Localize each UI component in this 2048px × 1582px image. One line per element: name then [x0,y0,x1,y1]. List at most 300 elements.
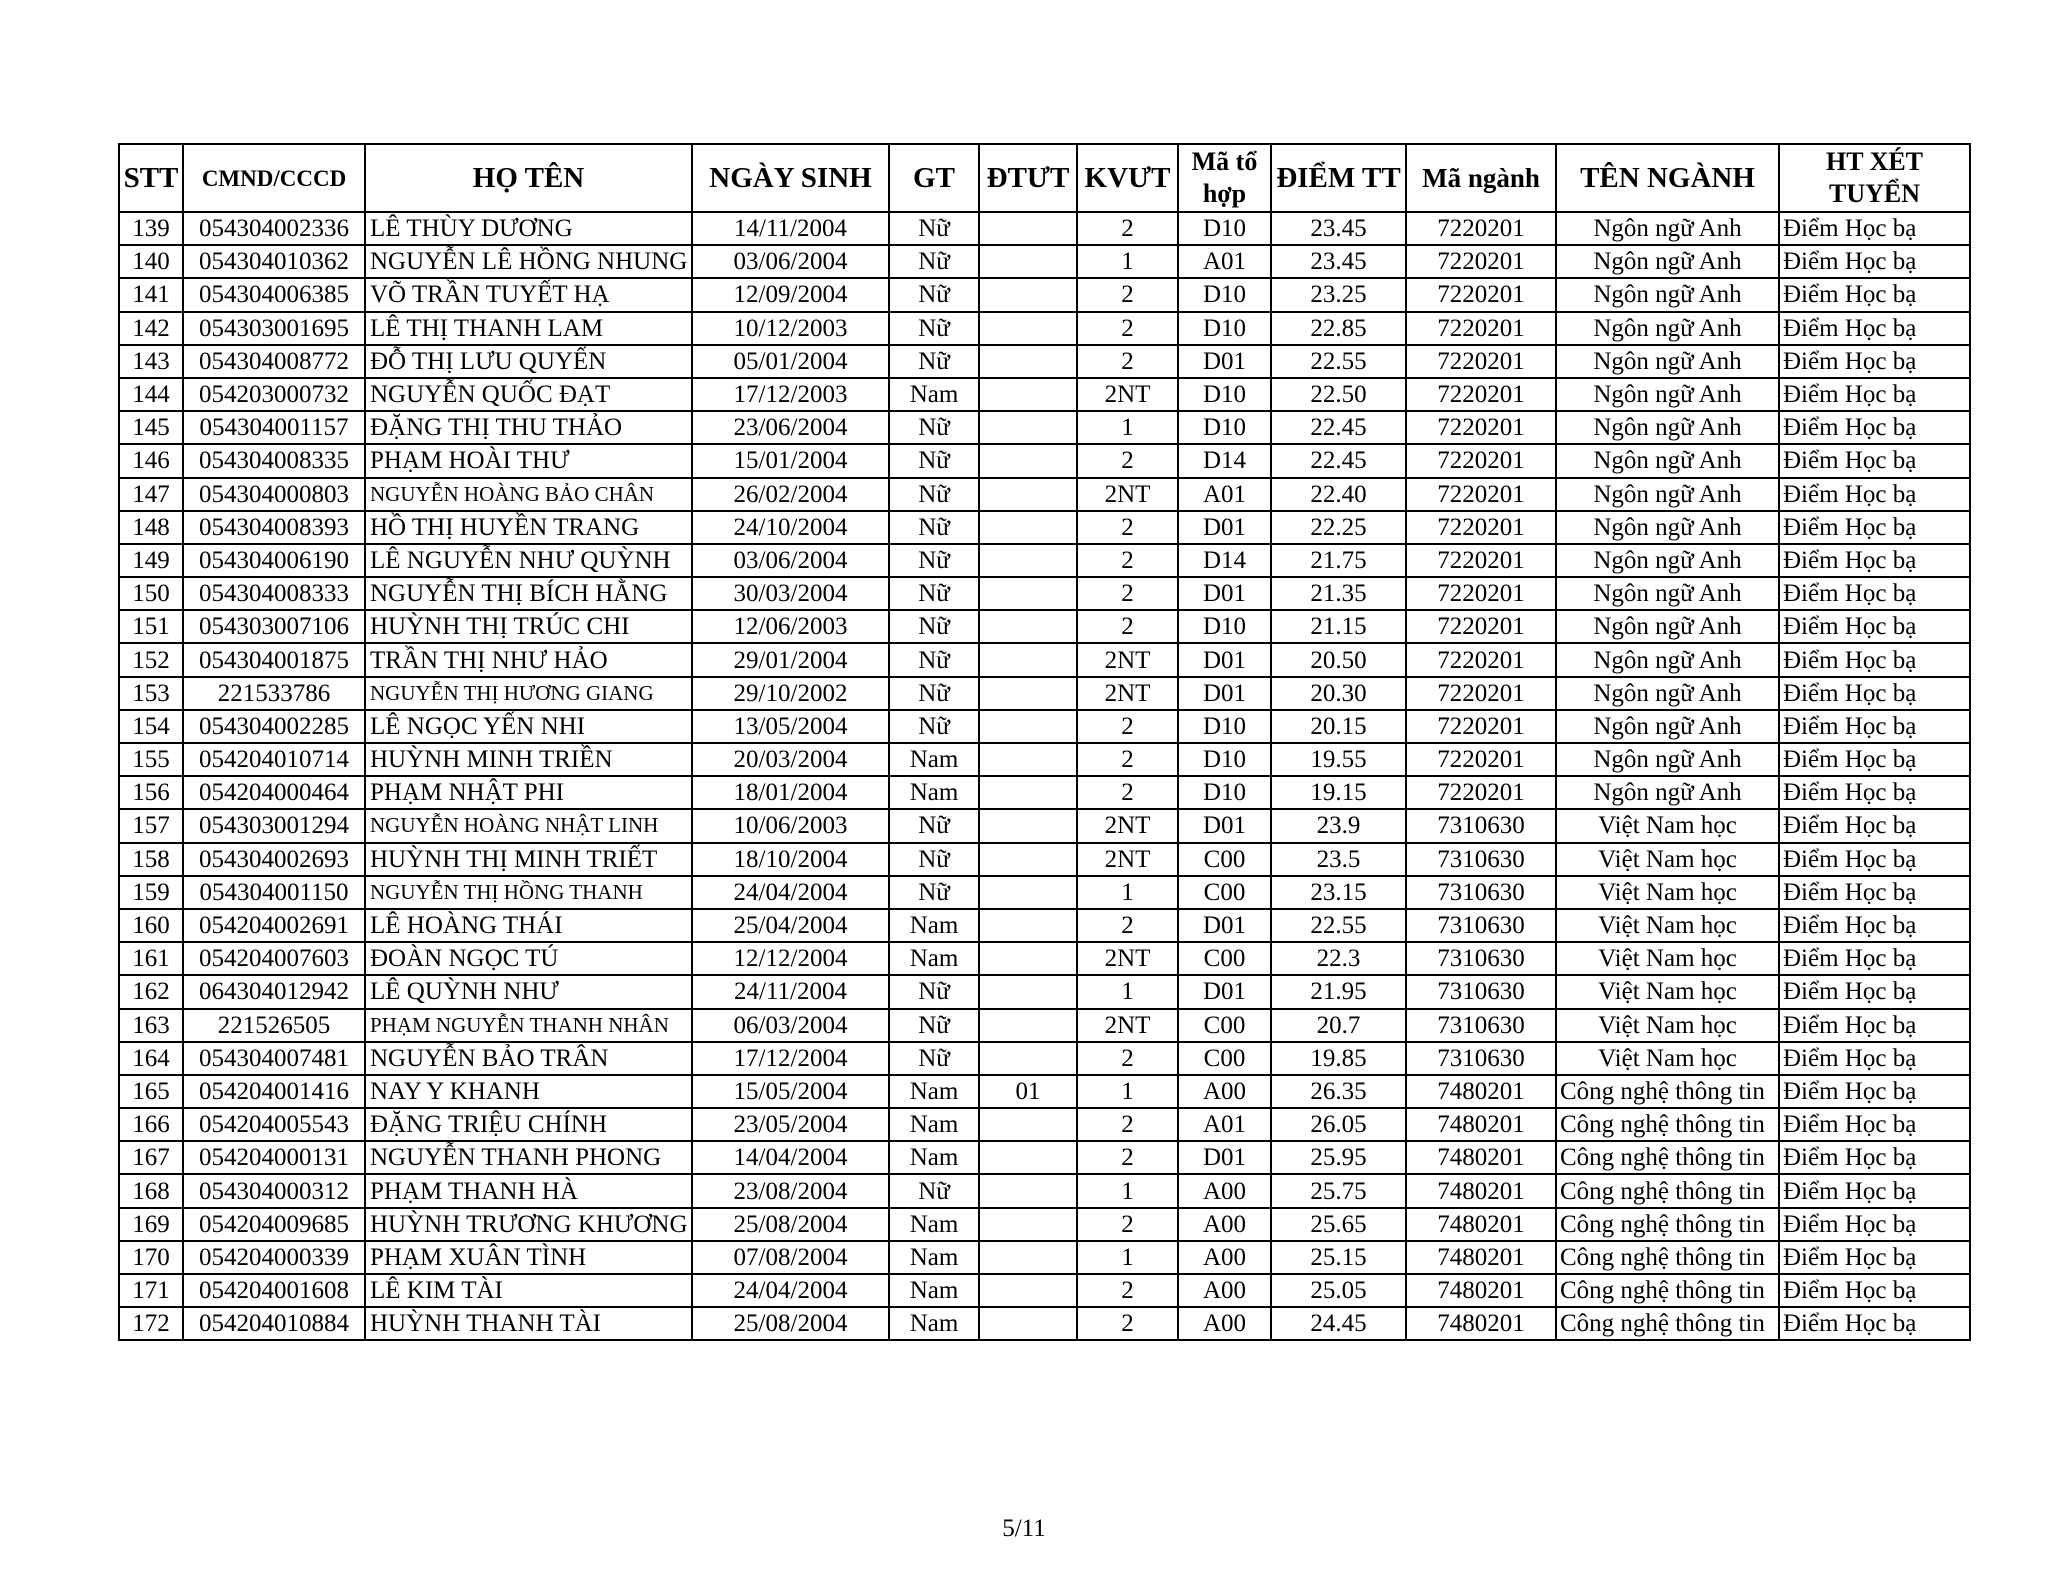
cell-full-name: LÊ NGUYỄN NHƯ QUỲNH [365,544,692,577]
header-major-code: Mã ngành [1406,144,1556,212]
cell-priority-group: 01 [979,1075,1077,1108]
cell-score: 25.15 [1271,1241,1406,1274]
cell-gender: Nữ [889,809,979,842]
cell-priority-group [979,710,1077,743]
cell-major-name: Ngôn ngữ Anh [1556,610,1779,643]
cell-admission-method: Điểm Học bạ [1779,1307,1970,1340]
table-row [119,411,1970,444]
cell-gender: Nữ [889,544,979,577]
table-row [119,809,1970,842]
cell-date-of-birth: 25/08/2004 [692,1307,889,1340]
header-id-number: CMND/CCCD [183,144,365,212]
cell-gender: Nữ [889,710,979,743]
cell-score: 21.35 [1271,577,1406,610]
cell-stt: 142 [119,312,183,345]
cell-priority-area: 1 [1077,975,1178,1008]
cell-subject-combination: D10 [1178,776,1271,809]
cell-date-of-birth: 10/06/2003 [692,809,889,842]
cell-major-code: 7310630 [1406,843,1556,876]
cell-priority-group [979,1241,1077,1274]
cell-date-of-birth: 23/08/2004 [692,1174,889,1207]
cell-major-code: 7220201 [1406,610,1556,643]
cell-major-code: 7310630 [1406,1009,1556,1042]
cell-subject-combination: C00 [1178,1042,1271,1075]
cell-stt: 148 [119,511,183,544]
cell-stt: 155 [119,743,183,776]
cell-date-of-birth: 15/01/2004 [692,444,889,477]
cell-major-name: Ngôn ngữ Anh [1556,643,1779,676]
cell-stt: 143 [119,345,183,378]
cell-gender: Nữ [889,677,979,710]
cell-id-number: 054304008333 [183,577,365,610]
cell-id-number: 054304001150 [183,876,365,909]
header-priority-area: KVƯT [1077,144,1178,212]
cell-full-name: TRẦN THỊ NHƯ HẢO [365,643,692,676]
cell-stt: 161 [119,942,183,975]
cell-date-of-birth: 25/08/2004 [692,1208,889,1241]
cell-score: 22.40 [1271,478,1406,511]
cell-gender: Nữ [889,1009,979,1042]
cell-score: 20.15 [1271,710,1406,743]
cell-priority-group [979,245,1077,278]
cell-full-name: NAY Y KHANH [365,1075,692,1108]
cell-priority-area: 2NT [1077,677,1178,710]
cell-score: 21.15 [1271,610,1406,643]
cell-admission-method: Điểm Học bạ [1779,1108,1970,1141]
cell-major-name: Công nghệ thông tin [1556,1208,1779,1241]
cell-major-code: 7480201 [1406,1174,1556,1207]
cell-date-of-birth: 15/05/2004 [692,1075,889,1108]
cell-major-name: Công nghệ thông tin [1556,1141,1779,1174]
cell-full-name: NGUYỄN THANH PHONG [365,1141,692,1174]
cell-id-number: 054304001157 [183,411,365,444]
cell-priority-group [979,776,1077,809]
cell-score: 22.55 [1271,909,1406,942]
cell-priority-group [979,1174,1077,1207]
cell-date-of-birth: 17/12/2004 [692,1042,889,1075]
cell-admission-method: Điểm Học bạ [1779,975,1970,1008]
cell-subject-combination: A00 [1178,1274,1271,1307]
cell-full-name: HUỲNH THỊ TRÚC CHI [365,610,692,643]
cell-gender: Nam [889,378,979,411]
header-major-name: TÊN NGÀNH [1556,144,1779,212]
cell-score: 22.3 [1271,942,1406,975]
cell-score: 23.45 [1271,245,1406,278]
cell-major-name: Việt Nam học [1556,909,1779,942]
cell-priority-group [979,876,1077,909]
cell-priority-area: 2 [1077,1274,1178,1307]
cell-subject-combination: A00 [1178,1208,1271,1241]
cell-score: 23.25 [1271,278,1406,311]
table-row [119,278,1970,311]
cell-subject-combination: A00 [1178,1174,1271,1207]
cell-subject-combination: C00 [1178,843,1271,876]
cell-score: 22.85 [1271,312,1406,345]
cell-subject-combination: A00 [1178,1307,1271,1340]
cell-full-name: HUỲNH MINH TRIỀN [365,743,692,776]
cell-date-of-birth: 24/11/2004 [692,975,889,1008]
cell-date-of-birth: 26/02/2004 [692,478,889,511]
table-row [119,610,1970,643]
cell-full-name: LÊ THÙY DƯƠNG [365,212,692,245]
cell-score: 22.25 [1271,511,1406,544]
cell-gender: Nữ [889,511,979,544]
cell-full-name: PHẠM THANH HÀ [365,1174,692,1207]
cell-subject-combination: D01 [1178,577,1271,610]
cell-priority-area: 2 [1077,345,1178,378]
cell-date-of-birth: 12/12/2004 [692,942,889,975]
cell-gender: Nam [889,1307,979,1340]
cell-major-code: 7480201 [1406,1241,1556,1274]
cell-date-of-birth: 23/06/2004 [692,411,889,444]
cell-priority-area: 2 [1077,577,1178,610]
cell-major-code: 7220201 [1406,212,1556,245]
cell-full-name: HUỲNH THANH TÀI [365,1307,692,1340]
cell-date-of-birth: 05/01/2004 [692,345,889,378]
cell-id-number: 054203000732 [183,378,365,411]
cell-subject-combination: D01 [1178,809,1271,842]
cell-admission-method: Điểm Học bạ [1779,876,1970,909]
cell-major-name: Ngôn ngữ Anh [1556,710,1779,743]
cell-major-name: Ngôn ngữ Anh [1556,677,1779,710]
cell-priority-group [979,1208,1077,1241]
cell-major-code: 7480201 [1406,1208,1556,1241]
cell-id-number: 054304008393 [183,511,365,544]
cell-gender: Nam [889,776,979,809]
cell-gender: Nam [889,1108,979,1141]
cell-major-code: 7220201 [1406,511,1556,544]
cell-date-of-birth: 03/06/2004 [692,245,889,278]
cell-major-name: Việt Nam học [1556,942,1779,975]
cell-score: 26.05 [1271,1108,1406,1141]
cell-admission-method: Điểm Học bạ [1779,743,1970,776]
cell-subject-combination: D10 [1178,610,1271,643]
cell-major-name: Ngôn ngữ Anh [1556,278,1779,311]
cell-admission-method: Điểm Học bạ [1779,710,1970,743]
cell-score: 25.75 [1271,1174,1406,1207]
cell-subject-combination: D10 [1178,411,1271,444]
cell-admission-method: Điểm Học bạ [1779,1075,1970,1108]
cell-admission-method: Điểm Học bạ [1779,1274,1970,1307]
cell-major-code: 7220201 [1406,312,1556,345]
cell-subject-combination: D01 [1178,677,1271,710]
cell-priority-area: 2 [1077,1307,1178,1340]
cell-id-number: 054204010714 [183,743,365,776]
cell-id-number: 054304006385 [183,278,365,311]
cell-gender: Nữ [889,411,979,444]
header-date-of-birth: NGÀY SINH [692,144,889,212]
cell-stt: 157 [119,809,183,842]
cell-major-code: 7220201 [1406,478,1556,511]
cell-admission-method: Điểm Học bạ [1779,411,1970,444]
cell-priority-group [979,843,1077,876]
cell-admission-method: Điểm Học bạ [1779,1174,1970,1207]
cell-major-code: 7220201 [1406,544,1556,577]
cell-stt: 152 [119,643,183,676]
cell-stt: 145 [119,411,183,444]
cell-full-name: LÊ QUỲNH NHƯ [365,975,692,1008]
cell-major-code: 7220201 [1406,776,1556,809]
cell-admission-method: Điểm Học bạ [1779,776,1970,809]
cell-score: 19.15 [1271,776,1406,809]
cell-major-name: Ngôn ngữ Anh [1556,577,1779,610]
cell-major-name: Ngôn ngữ Anh [1556,312,1779,345]
table-row [119,478,1970,511]
table-row [119,378,1970,411]
cell-stt: 139 [119,212,183,245]
cell-priority-area: 1 [1077,1241,1178,1274]
cell-priority-area: 1 [1077,411,1178,444]
cell-gender: Nam [889,909,979,942]
cell-major-name: Ngôn ngữ Anh [1556,245,1779,278]
cell-gender: Nữ [889,975,979,1008]
cell-score: 21.95 [1271,975,1406,1008]
cell-stt: 149 [119,544,183,577]
table-row [119,577,1970,610]
cell-full-name: LÊ NGỌC YẾN NHI [365,710,692,743]
cell-major-name: Ngôn ngữ Anh [1556,444,1779,477]
cell-score: 19.55 [1271,743,1406,776]
cell-full-name: VÕ TRẦN TUYẾT HẠ [365,278,692,311]
table-row [119,1208,1970,1241]
cell-admission-method: Điểm Học bạ [1779,1009,1970,1042]
cell-date-of-birth: 13/05/2004 [692,710,889,743]
cell-id-number: 054304000312 [183,1174,365,1207]
cell-score: 22.45 [1271,411,1406,444]
cell-full-name: ĐẶNG THỊ THU THẢO [365,411,692,444]
cell-stt: 151 [119,610,183,643]
table-row [119,544,1970,577]
cell-full-name: NGUYỄN THỊ HƯƠNG GIANG [365,677,692,710]
cell-major-code: 7220201 [1406,743,1556,776]
cell-admission-method: Điểm Học bạ [1779,478,1970,511]
cell-major-name: Ngôn ngữ Anh [1556,378,1779,411]
cell-full-name: PHẠM NHẬT PHI [365,776,692,809]
cell-priority-area: 2 [1077,710,1178,743]
cell-subject-combination: A01 [1178,478,1271,511]
table-row [119,1174,1970,1207]
cell-priority-group [979,1141,1077,1174]
cell-major-name: Ngôn ngữ Anh [1556,743,1779,776]
cell-major-code: 7220201 [1406,278,1556,311]
cell-stt: 172 [119,1307,183,1340]
cell-full-name: NGUYỄN THỊ BÍCH HẰNG [365,577,692,610]
cell-id-number: 054304008335 [183,444,365,477]
cell-score: 26.35 [1271,1075,1406,1108]
cell-priority-area: 2 [1077,212,1178,245]
cell-admission-method: Điểm Học bạ [1779,909,1970,942]
cell-date-of-birth: 18/01/2004 [692,776,889,809]
cell-gender: Nam [889,942,979,975]
cell-score: 20.30 [1271,677,1406,710]
cell-score: 19.85 [1271,1042,1406,1075]
cell-priority-area: 2NT [1077,942,1178,975]
header-priority-group: ĐTƯT [979,144,1077,212]
cell-admission-method: Điểm Học bạ [1779,312,1970,345]
admission-results-table [118,143,1971,1341]
cell-subject-combination: C00 [1178,942,1271,975]
cell-gender: Nữ [889,1174,979,1207]
cell-gender: Nữ [889,577,979,610]
cell-major-name: Ngôn ngữ Anh [1556,212,1779,245]
table-row [119,444,1970,477]
cell-admission-method: Điểm Học bạ [1779,378,1970,411]
cell-major-name: Ngôn ngữ Anh [1556,511,1779,544]
cell-score: 25.65 [1271,1208,1406,1241]
table-row [119,876,1970,909]
cell-subject-combination: D01 [1178,975,1271,1008]
cell-priority-area: 2 [1077,1208,1178,1241]
cell-subject-combination: D14 [1178,444,1271,477]
table-row [119,1075,1970,1108]
cell-subject-combination: C00 [1178,876,1271,909]
cell-id-number: 054204000131 [183,1141,365,1174]
cell-subject-combination: D14 [1178,544,1271,577]
cell-admission-method: Điểm Học bạ [1779,278,1970,311]
cell-stt: 165 [119,1075,183,1108]
cell-id-number: 054204000339 [183,1241,365,1274]
cell-priority-group [979,212,1077,245]
cell-priority-group [979,345,1077,378]
cell-subject-combination: D10 [1178,212,1271,245]
cell-stt: 160 [119,909,183,942]
cell-score: 23.45 [1271,212,1406,245]
cell-stt: 146 [119,444,183,477]
cell-date-of-birth: 24/04/2004 [692,876,889,909]
cell-admission-method: Điểm Học bạ [1779,212,1970,245]
cell-id-number: 054303001294 [183,809,365,842]
cell-stt: 171 [119,1274,183,1307]
cell-score: 20.7 [1271,1009,1406,1042]
cell-full-name: NGUYỄN THỊ HỒNG THANH [365,876,692,909]
table-row [119,212,1970,245]
cell-score: 20.50 [1271,643,1406,676]
cell-gender: Nam [889,1075,979,1108]
cell-full-name: NGUYỄN BẢO TRÂN [365,1042,692,1075]
admission-results-table-container [118,143,1969,1341]
table-row [119,776,1970,809]
cell-priority-group [979,677,1077,710]
cell-priority-area: 2 [1077,610,1178,643]
cell-major-code: 7310630 [1406,942,1556,975]
cell-id-number: 064304012942 [183,975,365,1008]
cell-priority-area: 2 [1077,743,1178,776]
cell-id-number: 054204002691 [183,909,365,942]
cell-date-of-birth: 23/05/2004 [692,1108,889,1141]
table-row [119,511,1970,544]
cell-full-name: PHẠM NGUYỄN THANH NHÂN [365,1009,692,1042]
cell-id-number: 054304002336 [183,212,365,245]
cell-subject-combination: A00 [1178,1241,1271,1274]
cell-id-number: 221526505 [183,1009,365,1042]
cell-priority-area: 1 [1077,1075,1178,1108]
cell-date-of-birth: 24/10/2004 [692,511,889,544]
cell-full-name: ĐẶNG TRIỆU CHÍNH [365,1108,692,1141]
header-subject-combination: Mã tổ hợp [1178,144,1271,212]
cell-date-of-birth: 30/03/2004 [692,577,889,610]
cell-id-number: 054204001608 [183,1274,365,1307]
cell-date-of-birth: 07/08/2004 [692,1241,889,1274]
table-row [119,1307,1970,1340]
cell-gender: Nữ [889,478,979,511]
cell-major-name: Ngôn ngữ Anh [1556,544,1779,577]
cell-score: 23.9 [1271,809,1406,842]
cell-priority-group [979,743,1077,776]
cell-major-name: Công nghệ thông tin [1556,1174,1779,1207]
cell-major-name: Ngôn ngữ Anh [1556,411,1779,444]
cell-gender: Nữ [889,643,979,676]
cell-date-of-birth: 12/09/2004 [692,278,889,311]
cell-priority-area: 2NT [1077,843,1178,876]
cell-admission-method: Điểm Học bạ [1779,677,1970,710]
cell-priority-area: 1 [1077,1174,1178,1207]
cell-major-code: 7220201 [1406,643,1556,676]
cell-score: 24.45 [1271,1307,1406,1340]
table-row [119,743,1970,776]
cell-major-name: Công nghệ thông tin [1556,1307,1779,1340]
cell-major-name: Việt Nam học [1556,876,1779,909]
table-row [119,312,1970,345]
cell-gender: Nữ [889,610,979,643]
cell-priority-area: 2 [1077,1108,1178,1141]
cell-date-of-birth: 12/06/2003 [692,610,889,643]
cell-admission-method: Điểm Học bạ [1779,809,1970,842]
cell-priority-group [979,1009,1077,1042]
cell-date-of-birth: 20/03/2004 [692,743,889,776]
cell-major-code: 7310630 [1406,809,1556,842]
cell-stt: 164 [119,1042,183,1075]
cell-subject-combination: D10 [1178,378,1271,411]
cell-date-of-birth: 14/11/2004 [692,212,889,245]
cell-admission-method: Điểm Học bạ [1779,610,1970,643]
cell-subject-combination: D10 [1178,710,1271,743]
cell-stt: 159 [119,876,183,909]
table-row [119,710,1970,743]
cell-date-of-birth: 14/04/2004 [692,1141,889,1174]
cell-major-code: 7480201 [1406,1274,1556,1307]
page-number: 5/11 [1002,1515,1046,1542]
cell-major-code: 7480201 [1406,1307,1556,1340]
cell-full-name: NGUYỄN HOÀNG BẢO CHÂN [365,478,692,511]
cell-priority-group [979,610,1077,643]
cell-date-of-birth: 18/10/2004 [692,843,889,876]
cell-id-number: 054304002285 [183,710,365,743]
cell-id-number: 054304000803 [183,478,365,511]
cell-priority-area: 2NT [1077,378,1178,411]
cell-priority-group [979,544,1077,577]
cell-priority-group [979,312,1077,345]
cell-date-of-birth: 25/04/2004 [692,909,889,942]
cell-subject-combination: D01 [1178,643,1271,676]
cell-major-code: 7220201 [1406,345,1556,378]
cell-gender: Nữ [889,345,979,378]
cell-id-number: 054304006190 [183,544,365,577]
cell-stt: 158 [119,843,183,876]
table-row [119,843,1970,876]
cell-stt: 154 [119,710,183,743]
cell-id-number: 054304001875 [183,643,365,676]
cell-priority-group [979,411,1077,444]
cell-gender: Nữ [889,212,979,245]
cell-stt: 168 [119,1174,183,1207]
table-row [119,975,1970,1008]
cell-gender: Nữ [889,876,979,909]
cell-major-code: 7220201 [1406,677,1556,710]
cell-gender: Nữ [889,278,979,311]
cell-admission-method: Điểm Học bạ [1779,1141,1970,1174]
table-row [119,1108,1970,1141]
cell-subject-combination: A00 [1178,1075,1271,1108]
